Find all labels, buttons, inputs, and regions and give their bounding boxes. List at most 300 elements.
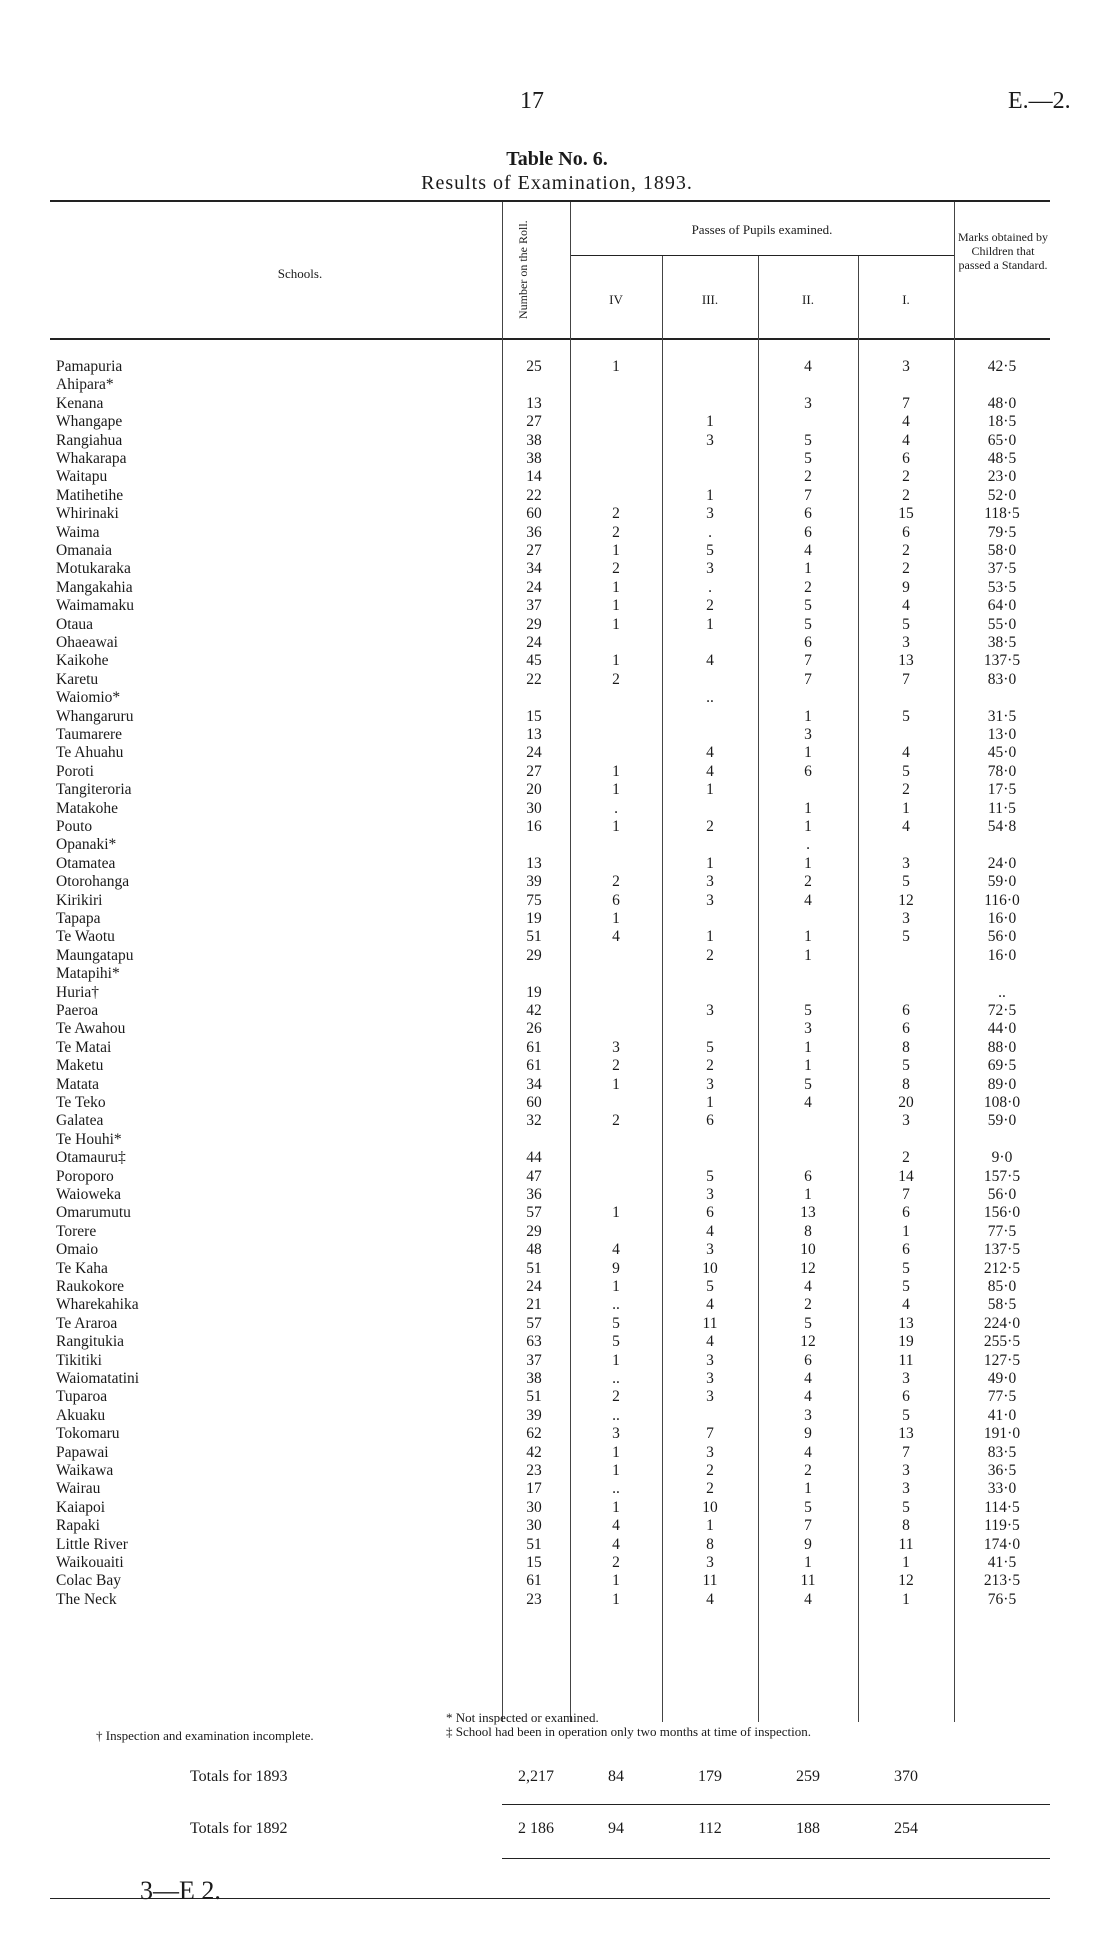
table-row — [50, 744, 1050, 763]
table-row — [50, 928, 1050, 947]
passes-i: 7 — [902, 670, 910, 688]
passes-iii: 2 — [706, 597, 714, 615]
table-row — [50, 1020, 1050, 1039]
marks: 83·5 — [987, 1443, 1017, 1461]
roll-count: 13 — [526, 726, 542, 743]
school-name: Waima — [56, 523, 100, 541]
passes-ii: 13 — [800, 1204, 816, 1222]
table-row — [50, 984, 1050, 1003]
roll-count: 13 — [526, 394, 542, 412]
marks: 48·5 — [987, 450, 1017, 467]
school-name: Waiomatatini — [56, 1370, 140, 1387]
passes-iv: 2 — [612, 873, 620, 891]
passes-iv: 4 — [612, 1535, 620, 1553]
passes-iii: 1 — [706, 1517, 714, 1535]
passes-i: 2 — [902, 468, 910, 486]
roll-count: 57 — [526, 1314, 542, 1332]
roll-count: 61 — [526, 1057, 542, 1075]
school-name: Otamatea — [56, 854, 116, 872]
school-name: Waikouaiti — [56, 1554, 124, 1571]
passes-iii: 1 — [706, 928, 714, 946]
school-name: Wairau — [56, 1480, 101, 1498]
passes-ii: 6 — [804, 1167, 812, 1185]
marks: 37·5 — [987, 560, 1017, 578]
school-name: Maungatapu — [56, 946, 134, 964]
roll-count: 51 — [526, 928, 542, 946]
marks: 48·0 — [987, 394, 1017, 412]
roll-count: 45 — [526, 652, 542, 670]
i-header: I. — [902, 292, 910, 307]
table-row — [50, 1480, 1050, 1499]
roll-count: 38 — [526, 431, 542, 449]
marks: 42·5 — [987, 358, 1017, 375]
school-name: Matapihi* — [56, 965, 120, 983]
roll-count: 29 — [526, 615, 542, 633]
passes-iii: 2 — [706, 818, 714, 835]
passes-ii: 4 — [804, 542, 812, 559]
passes-i: 8 — [902, 1517, 910, 1535]
table-row — [50, 873, 1050, 892]
passes-ii: 5 — [804, 1498, 812, 1516]
roll-count: 20 — [526, 781, 542, 799]
passes-i: 3 — [902, 854, 910, 872]
marks: 33·0 — [987, 1480, 1017, 1498]
marks: 16·0 — [987, 910, 1017, 927]
passes-iii: 3 — [706, 1351, 714, 1369]
school-name: Te Waotu — [56, 928, 115, 946]
passes-iv: 5 — [612, 1314, 620, 1332]
roll-header: Number on the Roll. — [516, 220, 530, 320]
table-row — [50, 910, 1050, 929]
passes-ii: 1 — [804, 707, 812, 725]
passes-i: 4 — [902, 818, 910, 835]
totals-1893-roll: 2,217 — [518, 1768, 554, 1785]
school-name: Kaikohe — [56, 652, 109, 670]
passes-ii: 9 — [804, 1425, 812, 1443]
passes-iv: 2 — [612, 670, 620, 688]
roll-count: 51 — [526, 1535, 542, 1553]
school-name: Te Houhi* — [56, 1130, 122, 1148]
roll-count: 27 — [526, 542, 542, 559]
table-row — [50, 652, 1050, 671]
school-name: Otamauru‡ — [56, 1149, 126, 1167]
marks: 137·5 — [983, 652, 1021, 670]
totals-1892-rule — [502, 1858, 1050, 1859]
roll-count: 37 — [526, 597, 542, 615]
marks: 174·0 — [983, 1535, 1021, 1553]
passes-ii: 9 — [804, 1535, 812, 1553]
marks: 212·5 — [983, 1259, 1021, 1277]
marks: 79·5 — [987, 523, 1017, 541]
passes-iv: 1 — [612, 1443, 620, 1461]
table-row — [50, 800, 1050, 819]
passes-ii: 4 — [804, 891, 812, 909]
roll-count: 32 — [526, 1112, 542, 1130]
passes-i: 1 — [902, 1590, 910, 1608]
roll-count: 48 — [526, 1241, 542, 1259]
passes-ii: 7 — [804, 486, 812, 504]
school-name: Omanaia — [56, 542, 112, 559]
passes-iv: 1 — [612, 358, 620, 375]
marks: 56·0 — [987, 928, 1017, 946]
school-name: Matakohe — [56, 799, 118, 817]
roll-count: 29 — [526, 1222, 542, 1240]
passes-i: 6 — [902, 1204, 910, 1222]
school-name: Tangiteroria — [56, 781, 132, 799]
passes-ii: 1 — [804, 854, 812, 872]
totals-1893-ii: 259 — [796, 1768, 820, 1785]
passes-i: 9 — [902, 578, 910, 596]
table-row — [50, 855, 1050, 874]
marks: 18·5 — [987, 413, 1017, 431]
marks: 213·5 — [983, 1572, 1021, 1590]
school-name: Waimamaku — [56, 597, 134, 615]
passes-i: 4 — [902, 597, 910, 615]
passes-iii: 10 — [702, 1498, 718, 1516]
roll-count: 63 — [526, 1333, 542, 1351]
passes-ii: 10 — [800, 1241, 816, 1259]
passes-iv: .. — [612, 1480, 620, 1498]
school-name: Waikawa — [56, 1462, 114, 1479]
school-name: Rangiahua — [56, 431, 123, 449]
footnote-incomplete: † Inspection and examination incomplete. — [96, 1728, 314, 1743]
table-row — [50, 542, 1050, 561]
table-row — [50, 947, 1050, 966]
passes-i: 1 — [902, 1554, 910, 1571]
table-row — [50, 763, 1050, 782]
marks: 31·5 — [987, 707, 1017, 725]
passes-ii: . — [806, 836, 810, 854]
roll-count: 29 — [526, 946, 542, 964]
marks: 89·0 — [987, 1075, 1017, 1093]
marks: 65·0 — [987, 431, 1017, 449]
passes-i: 2 — [902, 560, 910, 578]
passes-iii: 1 — [706, 854, 714, 872]
marks: 53·5 — [987, 578, 1017, 596]
passes-iv: 1 — [612, 578, 620, 596]
passes-iv: 4 — [612, 928, 620, 946]
passes-ii: 1 — [804, 1480, 812, 1498]
roll-count: 15 — [526, 707, 542, 725]
school-name: Poroti — [56, 762, 94, 780]
passes-iv: 2 — [612, 523, 620, 541]
header-bottom-rule — [50, 338, 1050, 340]
marks: 11·5 — [988, 799, 1016, 817]
passes-ii: 2 — [804, 468, 812, 486]
passes-i: 2 — [902, 781, 910, 799]
marks: 77·5 — [987, 1388, 1017, 1406]
school-name: Galatea — [56, 1112, 104, 1130]
roll-count: 24 — [526, 578, 542, 596]
marks: 55·0 — [987, 615, 1017, 633]
passes-i: 3 — [902, 1480, 910, 1498]
passes-header: Passes of Pupils examined. — [691, 222, 833, 237]
roll-count: 61 — [526, 1572, 542, 1590]
roll-count: 30 — [526, 799, 542, 817]
passes-i: 5 — [902, 1498, 910, 1516]
marks: 78·0 — [987, 762, 1017, 780]
marks: 24·0 — [987, 854, 1017, 872]
iv-header: IV — [609, 292, 623, 307]
school-name: Te Matai — [56, 1038, 112, 1056]
passes-i: 3 — [902, 358, 910, 375]
passes-ii: 1 — [804, 799, 812, 817]
roll-count: 51 — [526, 1259, 542, 1277]
ii-header: II. — [802, 292, 814, 307]
table-row — [50, 1278, 1050, 1297]
passes-iv: 6 — [612, 891, 620, 909]
marks: 59·0 — [987, 1112, 1017, 1130]
passes-ii: 1 — [804, 1057, 812, 1075]
roll-count: 39 — [526, 1406, 542, 1424]
passes-ii: 7 — [804, 652, 812, 670]
school-name: Te Kaha — [56, 1259, 108, 1277]
passes-iii: 3 — [706, 891, 714, 909]
table-row — [50, 1333, 1050, 1352]
school-name: Whirinaki — [56, 505, 119, 523]
school-name: Mangakahia — [56, 578, 133, 596]
marks: 69·5 — [987, 1057, 1017, 1075]
table-row — [50, 432, 1050, 451]
passes-i: 3 — [902, 1112, 910, 1130]
school-name: Torere — [56, 1222, 97, 1240]
passes-ii: 2 — [804, 873, 812, 891]
school-name: Colac Bay — [56, 1572, 121, 1590]
passes-i: 13 — [898, 652, 914, 670]
school-name: Pouto — [56, 818, 93, 835]
passes-i: 5 — [902, 1057, 910, 1075]
passes-iii: 2 — [706, 1462, 714, 1479]
roll-count: 37 — [526, 1351, 542, 1369]
table-row — [50, 505, 1050, 524]
passes-iv: .. — [612, 1406, 620, 1424]
marks: 77·5 — [987, 1222, 1017, 1240]
passes-ii: 5 — [804, 431, 812, 449]
marks: 108·0 — [983, 1094, 1021, 1111]
passes-i: 7 — [902, 1186, 910, 1203]
passes-i: 12 — [898, 1572, 914, 1590]
table-row — [50, 965, 1050, 984]
passes-ii: 3 — [804, 1406, 812, 1424]
school-name: Wharekahika — [56, 1296, 139, 1314]
passes-i: 12 — [898, 891, 914, 909]
passes-ii: 5 — [804, 615, 812, 633]
table-row — [50, 1241, 1050, 1260]
marks: 118·5 — [984, 505, 1020, 523]
roll-count: 42 — [526, 1002, 542, 1019]
school-name: Whangaruru — [56, 707, 134, 725]
page-number: 17 — [520, 88, 544, 114]
table-row — [50, 708, 1050, 727]
passes-ii: 7 — [804, 1517, 812, 1535]
passes-ii: 4 — [804, 1278, 812, 1295]
totals-1892-i: 254 — [894, 1820, 918, 1837]
passes-i: 13 — [898, 1425, 914, 1443]
passes-i: 5 — [902, 707, 910, 725]
table-row — [50, 1444, 1050, 1463]
passes-iii: 3 — [706, 505, 714, 523]
school-name: Akuaku — [56, 1406, 106, 1424]
passes-iv: 1 — [612, 1075, 620, 1093]
passes-iii: . — [708, 578, 712, 596]
passes-iii: . — [708, 523, 712, 541]
roll-count: 57 — [526, 1204, 542, 1222]
passes-i: 8 — [902, 1038, 910, 1056]
table-row — [50, 1591, 1050, 1610]
roll-count: 30 — [526, 1517, 542, 1535]
passes-iv: 1 — [612, 1278, 620, 1295]
passes-iv: 2 — [612, 1057, 620, 1075]
passes-iv: 1 — [612, 818, 620, 835]
totals-1893-i: 370 — [894, 1768, 918, 1785]
passes-iv: 1 — [612, 762, 620, 780]
marks: 56·0 — [987, 1186, 1017, 1203]
passes-ii: 6 — [804, 762, 812, 780]
marks: 13·0 — [987, 726, 1017, 743]
passes-ii: 5 — [804, 1075, 812, 1093]
passes-iii: 3 — [706, 1554, 714, 1571]
passes-ii: 2 — [804, 1296, 812, 1314]
table-row — [50, 1462, 1050, 1481]
roll-count: 14 — [526, 468, 542, 486]
school-name: Kirikiri — [56, 891, 103, 909]
passes-i: 19 — [898, 1333, 914, 1351]
passes-iii: 2 — [706, 946, 714, 964]
passes-ii: 8 — [804, 1222, 812, 1240]
passes-iii: 4 — [706, 652, 714, 670]
passes-ii: 12 — [800, 1259, 816, 1277]
table-row — [50, 1425, 1050, 1444]
school-name: Tokomaru — [56, 1425, 120, 1443]
passes-iv: .. — [612, 1370, 620, 1387]
passes-iv: 1 — [612, 1204, 620, 1222]
passes-iii: 1 — [706, 486, 714, 504]
marks: 224·0 — [983, 1314, 1021, 1332]
passes-iii: 4 — [706, 762, 714, 780]
passes-i: 5 — [902, 762, 910, 780]
passes-iv: 4 — [612, 1517, 620, 1535]
passes-i: 11 — [898, 1351, 914, 1369]
passes-ii: 1 — [804, 560, 812, 578]
passes-iv: 2 — [612, 1388, 620, 1406]
marks: 17·5 — [987, 781, 1017, 799]
table-row — [50, 1315, 1050, 1334]
passes-iv: 1 — [612, 910, 620, 927]
roll-count: 60 — [526, 505, 542, 523]
table-row — [50, 1517, 1050, 1536]
passes-iii: 2 — [706, 1480, 714, 1498]
passes-i: 6 — [902, 523, 910, 541]
passes-ii: 1 — [804, 818, 812, 835]
table-subtitle: Results of Examination, 1893. — [421, 172, 693, 194]
passes-iii: 3 — [706, 1370, 714, 1387]
passes-i: 1 — [902, 1222, 910, 1240]
passes-iii: 3 — [706, 1241, 714, 1259]
school-name: Rapaki — [56, 1517, 100, 1535]
marks: 58·0 — [987, 542, 1017, 559]
table-row — [50, 689, 1050, 708]
roll-count: 34 — [526, 1075, 542, 1093]
school-name: Waioweka — [56, 1186, 122, 1203]
passes-i: 7 — [902, 1443, 910, 1461]
school-name: Ohaeawai — [56, 634, 118, 651]
table-row — [50, 524, 1050, 543]
passes-i: 14 — [898, 1167, 914, 1185]
passes-iv: 1 — [612, 1351, 620, 1369]
passes-iii: 6 — [706, 1204, 714, 1222]
roll-count: 15 — [526, 1554, 542, 1571]
passes-iv: 1 — [612, 542, 620, 559]
school-name: Waiomio* — [56, 689, 121, 707]
passes-i: 5 — [902, 1259, 910, 1277]
passes-iv: 1 — [612, 1498, 620, 1516]
marks: 45·0 — [987, 744, 1017, 762]
passes-ii: 6 — [804, 505, 812, 523]
marks: 156·0 — [983, 1204, 1021, 1222]
passes-ii: 2 — [804, 578, 812, 596]
passes-i: 6 — [902, 450, 910, 467]
passes-i: 2 — [902, 542, 910, 559]
passes-iii: 11 — [702, 1314, 718, 1332]
roll-count: 21 — [526, 1296, 542, 1314]
school-name: Te Araroa — [56, 1314, 118, 1332]
table-row — [50, 1076, 1050, 1095]
table-row — [50, 818, 1050, 837]
marks: 9·0 — [991, 1149, 1013, 1167]
school-name: Tapapa — [56, 910, 101, 927]
passes-ii: 1 — [804, 1186, 812, 1203]
roll-count: 36 — [526, 523, 542, 541]
passes-iii: 3 — [706, 1075, 714, 1093]
marks: 119·5 — [984, 1517, 1020, 1535]
marks: .. — [998, 983, 1006, 1001]
school-name: Waitapu — [56, 468, 108, 486]
passes-ii: 11 — [800, 1572, 816, 1590]
marks: 64·0 — [987, 597, 1017, 615]
passes-ii: 6 — [804, 1351, 812, 1369]
passes-i: 6 — [902, 1002, 910, 1019]
table-row — [50, 1223, 1050, 1242]
page-reference: E.—2. — [1008, 88, 1071, 114]
roll-count: 34 — [526, 560, 542, 578]
passes-iii: 2 — [706, 1057, 714, 1075]
table-row — [50, 395, 1050, 414]
school-name: Taumarere — [56, 726, 123, 743]
passes-iii: 8 — [706, 1535, 714, 1553]
marks: 85·0 — [987, 1278, 1017, 1295]
passes-i: 11 — [898, 1535, 914, 1553]
passes-ii: 4 — [804, 358, 812, 375]
school-name: Tikitiki — [56, 1351, 102, 1369]
marks: 255·5 — [983, 1333, 1021, 1351]
passes-ii: 4 — [804, 1370, 812, 1387]
passes-i: 2 — [902, 1149, 910, 1167]
passes-i: 3 — [902, 1370, 910, 1387]
roll-count: 39 — [526, 873, 542, 891]
table-row — [50, 892, 1050, 911]
passes-iii: 5 — [706, 1038, 714, 1056]
passes-ii: 6 — [804, 634, 812, 651]
table-row — [50, 1352, 1050, 1371]
school-name: Matata — [56, 1075, 100, 1093]
roll-count: 36 — [526, 1186, 542, 1203]
passes-i: 6 — [902, 1241, 910, 1259]
roll-count: 60 — [526, 1094, 542, 1111]
passes-iv: 4 — [612, 1241, 620, 1259]
passes-iii: 4 — [706, 1590, 714, 1608]
passes-i: 5 — [902, 1278, 910, 1295]
passes-iii: 1 — [706, 413, 714, 431]
